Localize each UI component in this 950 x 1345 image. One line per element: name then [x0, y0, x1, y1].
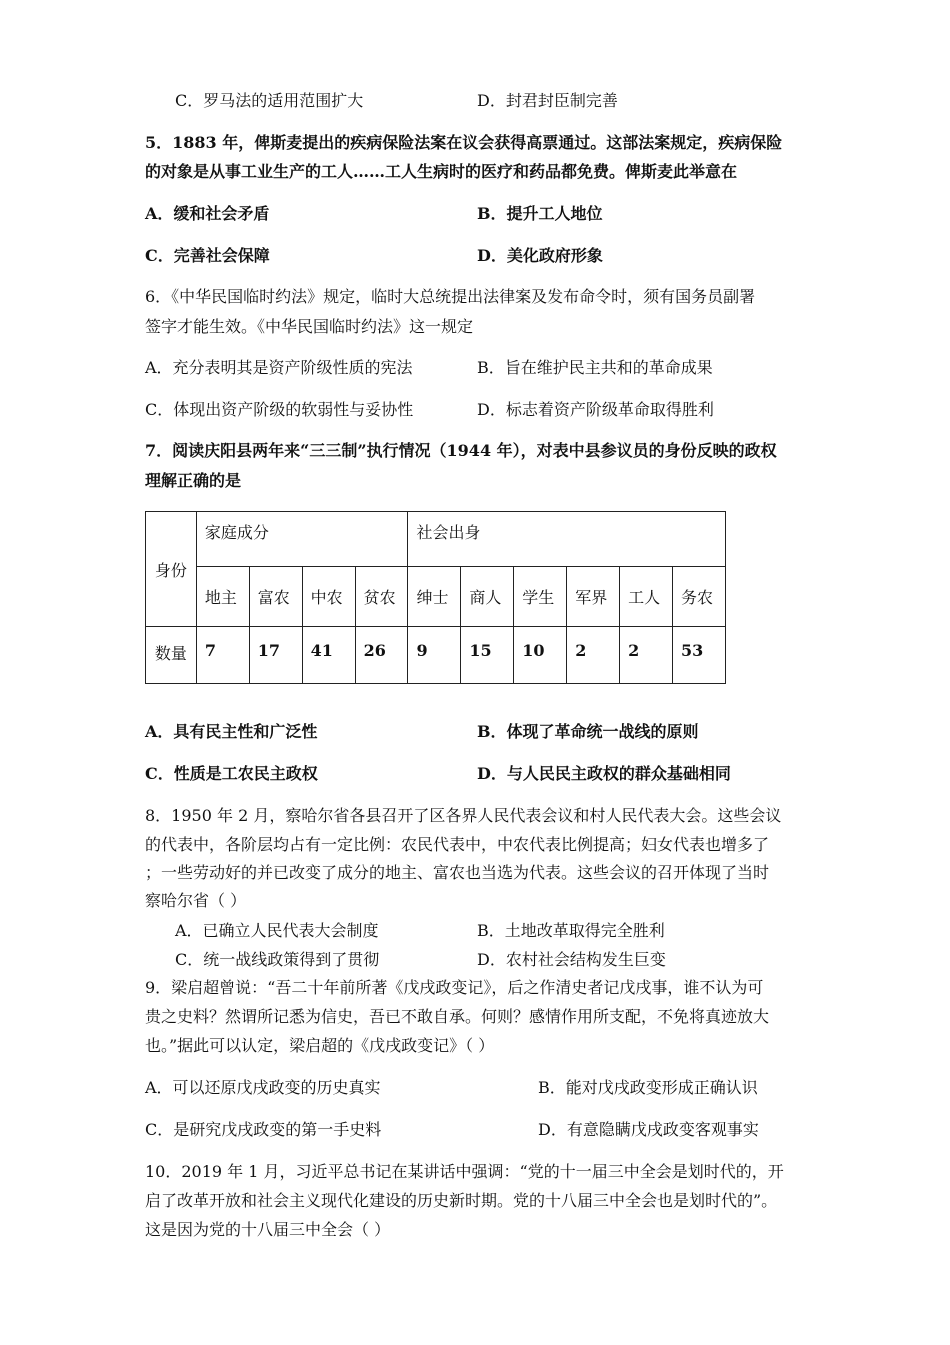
table-col-header: 富农	[249, 567, 302, 627]
q8-stem-line4: 察哈尔省（ ）	[145, 891, 247, 910]
q10-stem-line2: 启了改革开放和社会主义现代化建设的历史新时期。党的十八届三中全会也是划时代的”。	[145, 1191, 778, 1210]
table-cell-count: 26	[355, 627, 408, 684]
q8-stem-line3: ；一些劳动好的并已改变了成分的地主、富农也当选为代表。这些会议的召开体现了当时	[145, 863, 770, 882]
table-cell-count: 17	[249, 627, 302, 684]
q5-option-b: B．提升工人地位	[477, 204, 603, 223]
q8-stem-line1: 8．1950 年 2 月，察哈尔省各县召开了区各界人民代表会议和村人民代表大会。这些会议	[145, 806, 782, 825]
q9-stem-line3: 也。”据此可以认定，梁启超的《戊戌政变记》（ ）	[145, 1036, 495, 1055]
q6-stem-line1: 6．《中华民国临时约法》规定，临时大总统提出法律案及发布命令时，须有国务员副署	[145, 287, 756, 306]
q5-option-d: D．美化政府形象	[477, 246, 603, 265]
table-cell-count: 10	[514, 627, 567, 684]
table-cell-count: 9	[408, 627, 461, 684]
q9-stem-line2: 贵之史料？然谓所记悉为信史，吾已不敢自承。何则？感情作用所支配，不免将真迹放大	[145, 1007, 770, 1026]
table-col-header: 军界	[567, 567, 620, 627]
q7-option-a: A．具有民主性和广泛性	[145, 722, 318, 741]
q7-option-b: B．体现了革命统一战线的原则	[477, 722, 699, 741]
table-col-header: 工人	[620, 567, 673, 627]
q5-stem-line2: 的对象是从事工业生产的工人……工人生病时的医疗和药品都免费。俾斯麦此举意在	[145, 162, 738, 181]
q8-option-a: A．已确立人民代表大会制度	[175, 921, 379, 940]
table-col-header: 贫农	[355, 567, 408, 627]
table-cell-count: 7	[196, 627, 249, 684]
table-col-header: 绅士	[408, 567, 461, 627]
q6-option-b: B．旨在维护民主共和的革命成果	[477, 358, 713, 377]
q8-option-d: D．农村社会结构发生巨变	[477, 950, 666, 969]
table-row-label-count: 数量	[146, 627, 197, 684]
table-group-family: 家庭成分	[196, 512, 408, 567]
q9-option-b: B．能对戊戌政变形成正确认识	[538, 1078, 758, 1097]
q6-option-d: D．标志着资产阶级革命取得胜利	[477, 400, 714, 419]
q9-option-c: C．是研究戊戌政变的第一手史料	[145, 1120, 382, 1139]
q7-stem-line1: 7．阅读庆阳县两年来“三三制”执行情况（1944 年），对表中县参议员的身份反映的政权	[145, 441, 777, 460]
q8-option-c: C．统一战线政策得到了贯彻	[175, 950, 380, 969]
q10-stem-line1: 10．2019 年 1 月，习近平总书记在某讲话中强调：“党的十一届三中全会是划时代的，开	[145, 1162, 784, 1181]
q9-stem-line1: 9．梁启超曾说：“吾二十年前所著《戊戌政变记》，后之作清史者记戊戌事，谁不认为可	[145, 978, 764, 997]
q7-stem-line2: 理解正确的是	[145, 471, 242, 490]
q5-option-a: A．缓和社会矛盾	[145, 204, 270, 223]
table-group-social: 社会出身	[408, 512, 726, 567]
table-cell-count: 15	[461, 627, 514, 684]
table-cell-count: 41	[302, 627, 355, 684]
q7-table	[145, 511, 726, 684]
table-col-header: 地主	[196, 567, 249, 627]
q9-option-a: A．可以还原戊戌政变的历史真实	[145, 1078, 381, 1097]
table-col-header: 学生	[514, 567, 567, 627]
q8-stem-line2: 的代表中，各阶层均占有一定比例：农民代表中，中农代表比例提高；妇女代表也增多了	[145, 835, 770, 854]
table-col-header: 中农	[302, 567, 355, 627]
q6-stem-line2: 签字才能生效。《中华民国临时约法》这一规定	[145, 317, 474, 336]
table-cell-count: 2	[620, 627, 673, 684]
q10-stem-line3: 这是因为党的十八届三中全会（ ）	[145, 1220, 391, 1239]
q9-option-d: D．有意隐瞒戊戌政变客观事实	[538, 1120, 759, 1139]
table-cell-count: 2	[567, 627, 620, 684]
table-col-header: 商人	[461, 567, 514, 627]
table-cell-count: 53	[672, 627, 725, 684]
q5-option-c: C．完善社会保障	[145, 246, 270, 265]
q6-option-a: A．充分表明其是资产阶级性质的宪法	[145, 358, 413, 377]
q5-stem-line1: 5．1883 年，俾斯麦提出的疾病保险法案在议会获得高票通过。这部法案规定，疾病保险	[145, 133, 783, 152]
q4-option-d: D．封君封臣制完善	[477, 91, 618, 110]
q8-option-b: B．土地改革取得完全胜利	[477, 921, 665, 940]
q6-option-c: C．体现出资产阶级的软弱性与妥协性	[145, 400, 414, 419]
q7-option-d: D．与人民民主政权的群众基础相同	[477, 764, 731, 783]
q7-option-c: C．性质是工农民主政权	[145, 764, 318, 783]
q4-option-c: C．罗马法的适用范围扩大	[175, 91, 364, 110]
table-col-header: 务农	[672, 567, 725, 627]
table-row-label-identity: 身份	[146, 512, 197, 627]
